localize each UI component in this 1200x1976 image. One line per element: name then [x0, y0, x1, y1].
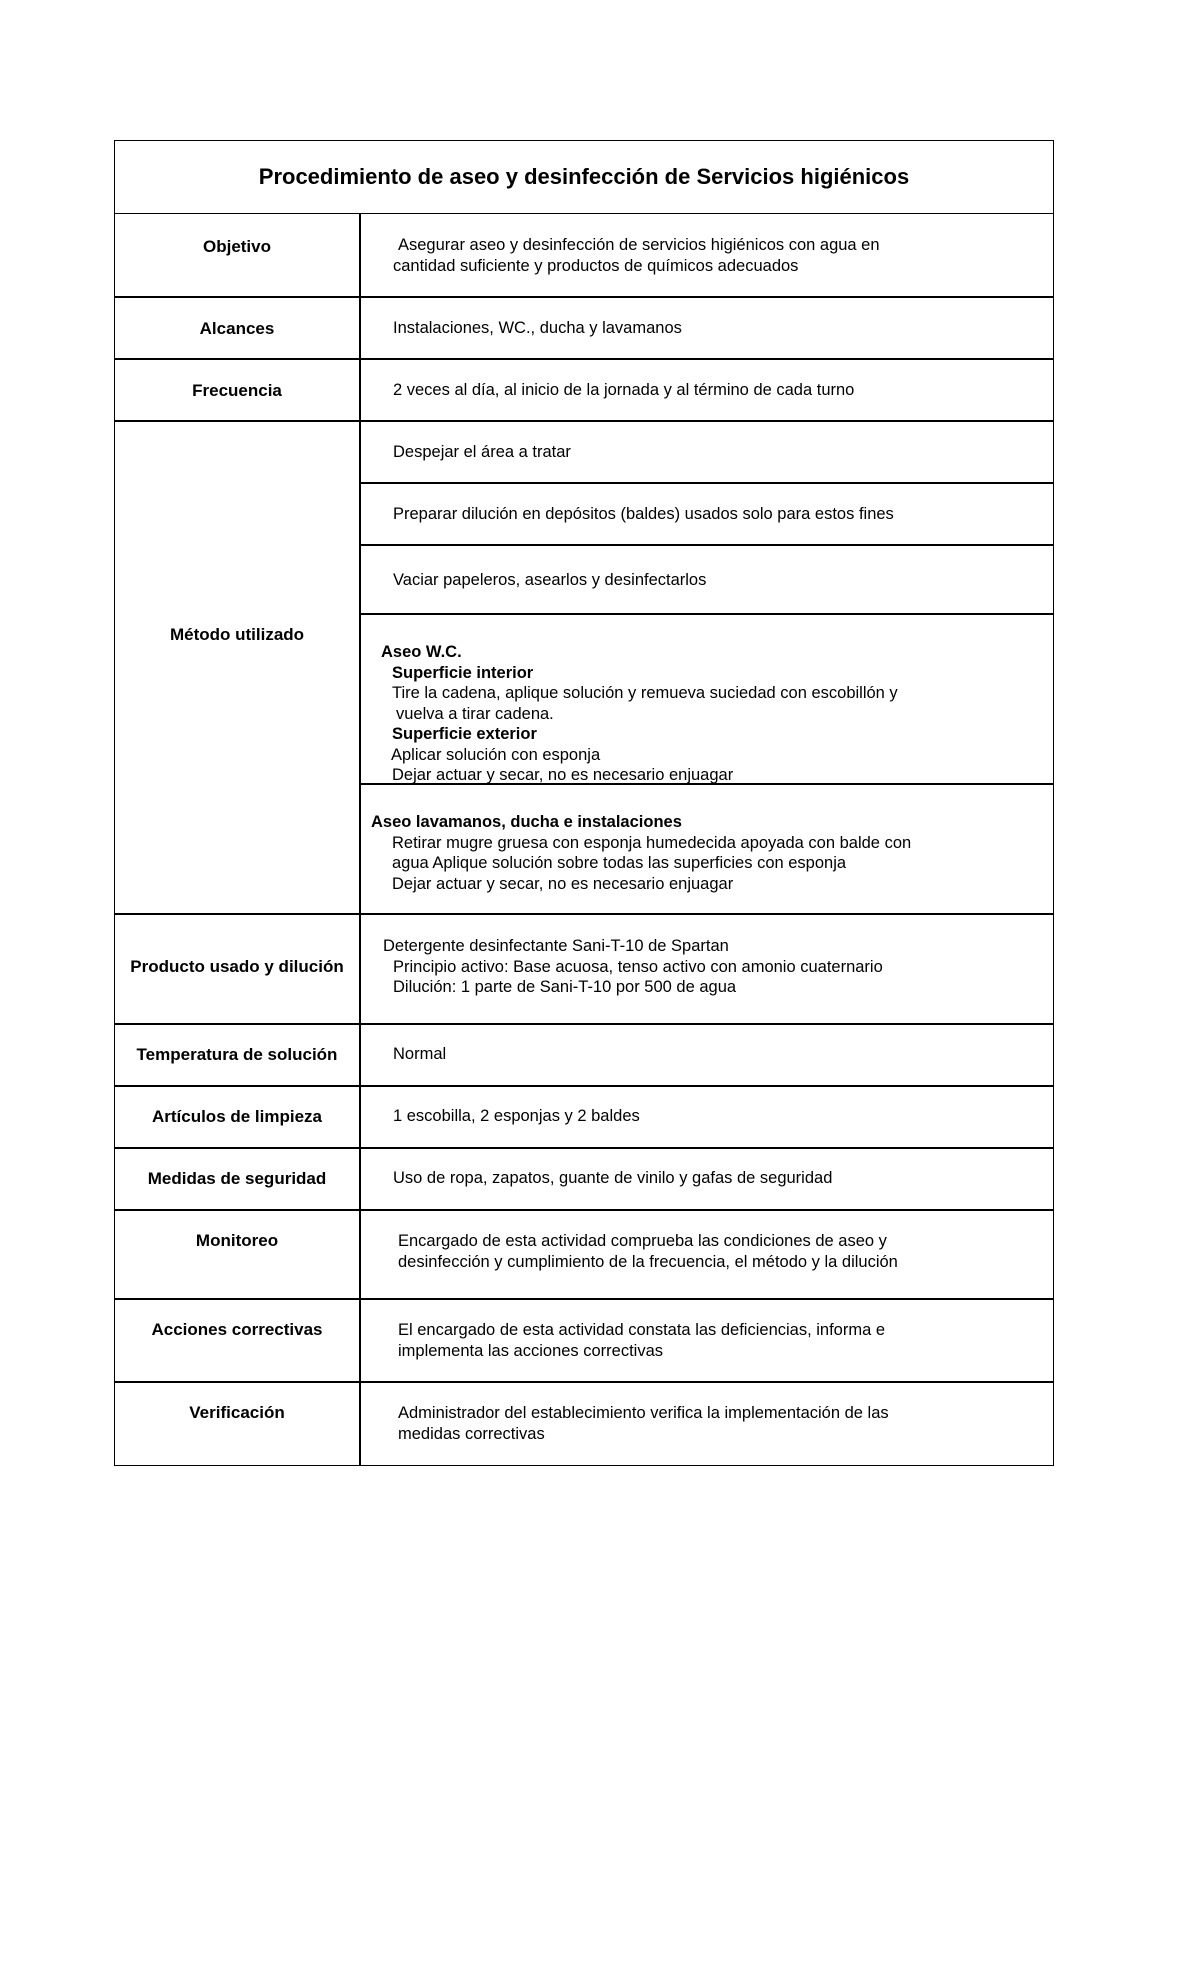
lavamanos-line: Dejar actuar y secar, no es necesario enjuagar: [392, 874, 734, 893]
objetivo-line: Asegurar aseo y desinfección de servicios higiénicos con agua en: [398, 236, 880, 254]
step-divider: [359, 482, 1053, 484]
verificacion-label: Verificación: [189, 1403, 285, 1422]
metodo-label: Método utilizado: [169, 625, 305, 644]
row-divider: [115, 1209, 1053, 1211]
aseo-lavamanos-heading: Aseo lavamanos, ducha e instalaciones: [371, 813, 682, 831]
producto-line: Detergente desinfectante Sani-T-10 de Spartan: [383, 937, 729, 955]
alcances-value: Instalaciones, WC., ducha y lavamanos: [393, 319, 682, 337]
row-divider: [115, 358, 1053, 360]
row-divider: [115, 420, 1053, 422]
metodo-step: Vaciar papeleros, asearlos y desinfectarlos: [393, 571, 707, 589]
row-divider: [115, 296, 1053, 298]
exterior-line: Aplicar solución con esponja: [391, 745, 601, 764]
producto-value: [383, 936, 1073, 998]
lavamanos-line: Retirar mugre gruesa con esponja humedecida apoyada con balde con: [392, 833, 912, 852]
monitoreo-line: desinfección y cumplimiento de la frecuencia, el método y la dilución: [398, 1252, 898, 1271]
monitoreo-value: [398, 1231, 1088, 1272]
frecuencia-label: Frecuencia: [192, 381, 282, 400]
row-divider: [115, 1381, 1053, 1383]
temperatura-label: Temperatura de solución: [136, 1045, 338, 1064]
aseo-lavamanos-block: [371, 812, 1061, 894]
producto-line: Principio activo: Base acuosa, tenso activo con amonio cuaternario: [393, 957, 883, 976]
metodo-step: Preparar dilución en depósitos (baldes) usados solo para estos fines: [393, 505, 894, 523]
frecuencia-value: 2 veces al día, al inicio de la jornada y al término de cada turno: [393, 381, 855, 399]
row-divider: [115, 1023, 1053, 1025]
verificacion-value: [398, 1403, 1088, 1444]
temperatura-value: Normal: [393, 1045, 447, 1063]
interior-line: vuelva a tirar cadena.: [396, 704, 554, 723]
verificacion-line: Administrador del establecimiento verifica la implementación de las: [398, 1404, 889, 1422]
acciones-line: El encargado de esta actividad constata las deficiencias, informa e: [398, 1321, 886, 1339]
articulos-value: 1 escobilla, 2 esponjas y 2 baldes: [393, 1107, 640, 1125]
document-title: Procedimiento de aseo y desinfección de Servicios higiénicos: [115, 141, 1053, 214]
metodo-step: Despejar el área a tratar: [393, 443, 571, 461]
objetivo-line: cantidad suficiente y productos de químicos adecuados: [393, 256, 799, 275]
producto-line: Dilución: 1 parte de Sani-T-10 por 500 de agua: [393, 978, 737, 996]
acciones-label: Acciones correctivas: [151, 1320, 323, 1339]
acciones-value: [398, 1320, 1088, 1361]
step-divider: [359, 544, 1053, 546]
aseo-wc-block: [381, 642, 1071, 786]
alcances-label: Alcances: [199, 319, 275, 338]
row-divider: [115, 1085, 1053, 1087]
acciones-line: implementa las acciones correctivas: [398, 1341, 664, 1360]
lavamanos-line: agua Aplique solución sobre todas las superficies con esponja: [392, 854, 847, 872]
verificacion-line: medidas correctivas: [398, 1424, 545, 1443]
row-divider: [115, 1147, 1053, 1149]
articulos-label: Artículos de limpieza: [151, 1107, 323, 1126]
objetivo-value: [393, 235, 1083, 276]
medidas-value: Uso de ropa, zapatos, guante de vinilo y gafas de seguridad: [393, 1169, 833, 1187]
row-divider: [115, 913, 1053, 915]
producto-label: Producto usado y dilución: [130, 957, 344, 976]
monitoreo-line: Encargado de esta actividad comprueba las condiciones de aseo y: [398, 1232, 887, 1250]
exterior-line: Dejar actuar y secar, no es necesario enjuagar: [392, 766, 734, 784]
row-divider: [115, 1298, 1053, 1300]
objetivo-label: Objetivo: [202, 237, 271, 256]
step-divider: [359, 613, 1053, 615]
interior-line: Tire la cadena, aplique solución y remueva suciedad con escobillón y: [392, 684, 898, 702]
column-divider: [359, 214, 361, 1465]
interior-heading: Superficie interior: [392, 663, 534, 682]
aseo-wc-heading: Aseo W.C.: [381, 643, 462, 661]
procedure-table: [114, 140, 1054, 1466]
monitoreo-label: Monitoreo: [195, 1231, 279, 1250]
medidas-label: Medidas de seguridad: [147, 1169, 327, 1188]
exterior-heading: Superficie exterior: [392, 725, 537, 743]
